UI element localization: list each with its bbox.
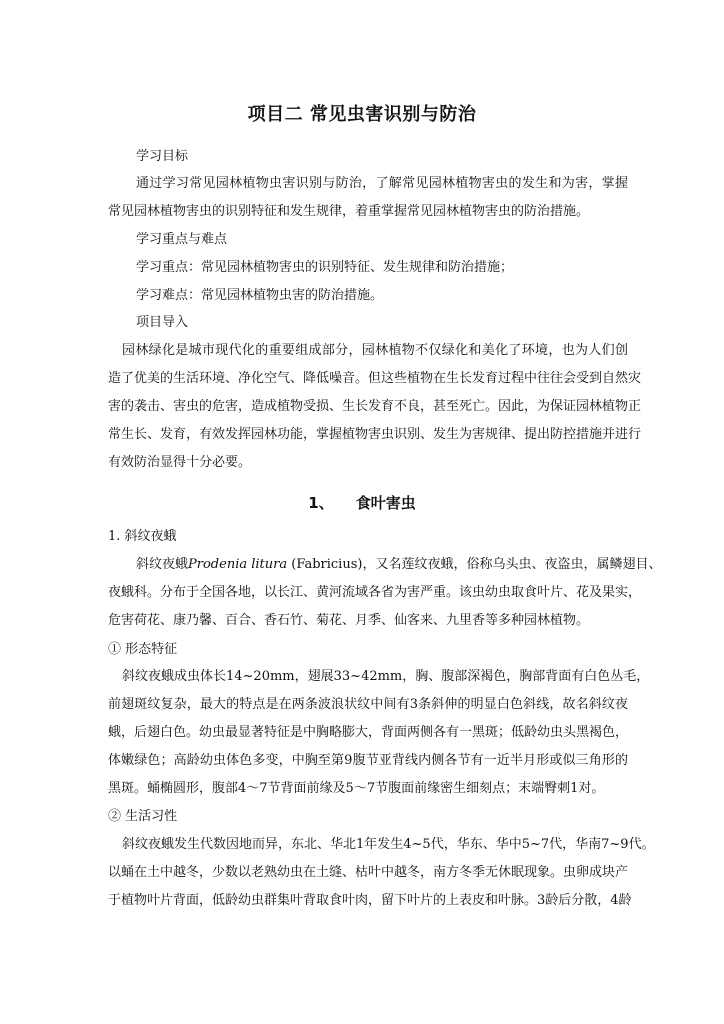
species-intro-rest: (Fabricius)，又名莲纹夜蛾，俗称乌头虫、夜盗虫，属鳞翅目、 <box>287 557 662 572</box>
section-heading <box>0 492 724 513</box>
species-text-line: 夜蛾科。分布于全国各地，以长江、黄河流域各省为害严重。该虫幼虫取食叶片、花及果实， <box>108 585 642 600</box>
key-points-heading: 学习重点与难点 <box>136 232 228 247</box>
habits-line: 于植物叶片背面，低龄幼虫群集叶背取食叶肉，留下叶片的上表皮和叶脉。3龄后分散，4龄 <box>108 893 632 908</box>
morphology-line: 蛾，后翅白色。幼虫最显著特征是中胸略膨大，背面两侧各有一黑斑；低龄幼虫头黑褐色， <box>108 725 629 740</box>
species-text-line: 危害荷花、康乃馨、百合、香石竹、菊花、月季、仙客来、九里香等多种园林植物。 <box>108 613 590 628</box>
page-title: 项目二 常见虫害识别与防治 <box>247 104 477 125</box>
intro-line: 有效防治显得十分必要。 <box>108 455 252 470</box>
morphology-heading: ① 形态特征 <box>108 642 178 657</box>
intro-line: 害的袭击、害虫的危害，造成植物受损、生长发育不良，甚至死亡。因此，为保证园林植物正 <box>108 399 642 414</box>
key-points-difficult: 学习难点：常见园林植物虫害的防治措施。 <box>136 288 384 303</box>
intro-line: 园林绿化是城市现代化的重要组成部分，园林植物不仅绿化和美化了环境，也为人们创 <box>122 343 628 358</box>
morphology-line: 前翅斑纹复杂，最大的特点是在两条波浪状纹中间有3条斜伸的明显白色斜线，故名斜纹夜 <box>108 697 628 712</box>
morphology-line: 体嫩绿色；高龄幼虫体色多变，中胸至第9腹节亚背线内侧各节有一近半月形或似三角形的 <box>108 753 628 768</box>
habits-heading: ② 生活习性 <box>108 809 178 824</box>
key-points-key: 学习重点：常见园林植物害虫的识别特征、发生规律和防治措施； <box>136 260 514 275</box>
morphology-line: 斜纹夜蛾成虫体长14~20mm，翅展33~42mm，胸、腹部深褐色，胸部背面有白色丛毛， <box>122 669 650 684</box>
intro-line: 造了优美的生活环境、净化空气、降低噪音。但这些植物在生长发育过程中往往会受到自然灾 <box>108 371 642 386</box>
species-heading: 1. 斜纹夜蛾 <box>108 529 177 544</box>
section-title: 食叶害虫 <box>355 494 416 512</box>
habits-line: 斜纹夜蛾发生代数因地而异，东北、华北1年发生4~5代，华东、华中5~7代，华南7~9代。 <box>122 837 655 852</box>
objectives-text-line: 常见园林植物害虫的识别特征和发生规律，着重掌握常见园林植物害虫的防治措施。 <box>108 204 590 219</box>
species-latin-name: Prodenia litura <box>188 557 288 572</box>
species-intro-line <box>136 556 662 574</box>
intro-line: 常生长、发育，有效发挥园林功能，掌握植物害虫识别、发生为害规律、提出防控措施并进行 <box>108 427 642 442</box>
objectives-heading: 学习目标 <box>136 149 189 164</box>
habits-line: 以蛹在土中越冬，少数以老熟幼虫在土缝、枯叶中越冬，南方冬季无休眠现象。虫卵成块产 <box>108 865 629 880</box>
section-number: 1、 <box>308 494 334 512</box>
morphology-line: 黑斑。蛹椭圆形，腹部4～7节背面前缘及5～7节腹面前缘密生细刻点；末端臀刺1对。 <box>108 781 605 796</box>
objectives-text-line: 通过学习常见园林植物虫害识别与防治，了解常见园林植物害虫的发生和为害，掌握 <box>136 176 628 191</box>
species-name: 斜纹夜蛾 <box>136 557 189 572</box>
intro-heading: 项目导入 <box>136 315 189 330</box>
